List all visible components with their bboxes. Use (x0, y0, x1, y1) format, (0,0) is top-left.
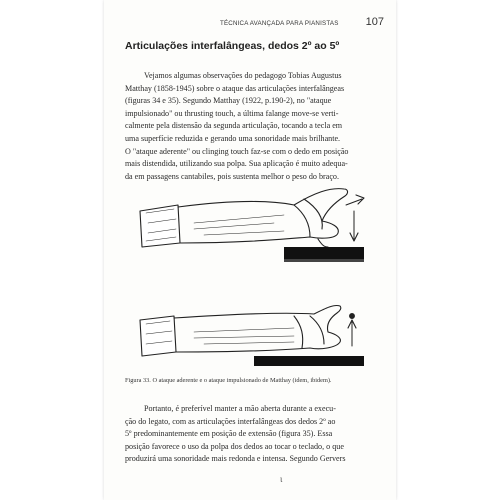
text-line: impulsionado" ou thrusting touch, a última falange move-se verti- (125, 108, 339, 118)
text-line: Vejamos algumas observações do pedagogo Tobias Augustus (144, 71, 342, 80)
hand-illustration-top (134, 183, 374, 267)
piano-key-shape (284, 247, 364, 259)
text-line: uma superfície reduzida e gerando uma sonoridade mais brilhante. (125, 133, 341, 143)
book-page (104, 0, 396, 500)
text-line: produzirá uma sonoridade mais redonda e intensa. Segundo Gervers (125, 454, 346, 464)
text-line: da em passagens cantabiles, pois sustenta melhor o peso do braço. (125, 171, 339, 181)
text-line: Matthay (1858-1945) sobre o ataque das articulações interfalângeas (125, 83, 345, 93)
text-line: Portanto, é preferível manter a mão aberta durante a execu- (144, 404, 336, 413)
piano-key-shape (254, 356, 364, 366)
hand-illustration-bottom (134, 302, 374, 372)
text-line: posição favorece o uso da polpa dos dedos ao tocar o teclado, o que (125, 441, 344, 451)
running-head-title: TÉCNICA AVANÇADA PARA PIANISTAS (220, 20, 339, 27)
paragraph-2 (125, 403, 379, 466)
text-line: calmente pela distensão da segunda articulação, tocando a tecla em (125, 121, 343, 131)
section-heading: Articulações interfalângeas, dedos 2º ao 5º (125, 40, 340, 52)
text-line: O "ataque aderente" ou clinging touch faz-se com o dedo em posição (125, 146, 349, 156)
text-line: ção do legato, com as articulações interfalângeas dos dedos 2º ao (125, 416, 336, 426)
page-number: 107 (365, 16, 384, 28)
running-head (220, 16, 384, 28)
footer-mark: ι (280, 474, 283, 484)
text-line: (figuras 34 e 35). Segundo Matthay (1922, p.190-2), no "ataque (125, 96, 332, 106)
paragraph-1 (125, 70, 379, 183)
text-line: 5º predominantemente em posição de extensão (figura 35). Essa (125, 429, 333, 439)
text-line: mais distendida, utilizando sua polpa. Sua aplicação é muito adequa- (125, 159, 348, 169)
figure-caption: Figura 33. O ataque aderente e o ataque impulsionado de Matthay (idem, ibidem). (125, 377, 332, 384)
